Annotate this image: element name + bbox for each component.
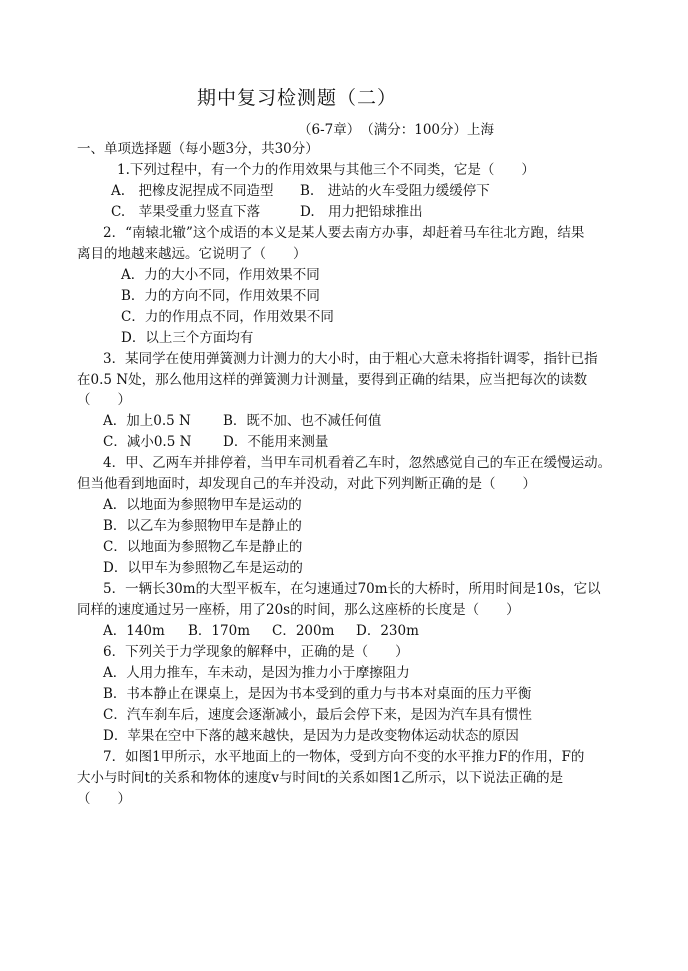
question-6-option-d: D．苹果在空中下落的越来越快，是因为力是改变物体运动状态的原因	[103, 728, 519, 744]
question-1-option-c: C. 苹果受重力竖直下落	[111, 204, 261, 220]
question-7-stem-line-2: 大小与时间t的关系和物体的速度v与时间t的关系如图1乙所示，以下说法正确的是	[77, 770, 564, 786]
question-2-option-c: C．力的作用点不同，作用效果不同	[121, 309, 334, 325]
question-7-stem-line-1: 7．如图1甲所示，水平地面上的一物体，受到方向不变的水平推力F的作用，F的	[103, 749, 585, 765]
question-6-option-a: A．人用力推车，车未动，是因为推力小于摩擦阻力	[103, 665, 410, 681]
question-5-option-a: A．140m	[103, 623, 165, 639]
question-5-option-c: C．200m	[272, 623, 335, 639]
page-title: 期中复习检测题（二）	[197, 87, 398, 109]
question-1-option-b: B. 进站的火车受阻力缓缓停下	[300, 183, 490, 199]
question-5-option-b: B．170m	[188, 623, 250, 639]
question-6-option-b: B．书本静止在课桌上，是因为书本受到的重力与书本对桌面的压力平衡	[103, 686, 532, 702]
question-3-stem-line-2: 在0.5 N处，那么他用这样的弹簧测力计测量，要得到正确的结果，应当把每次的读数	[77, 372, 588, 388]
question-4-option-c: C．以地面为参照物乙车是静止的	[103, 539, 303, 555]
question-4-option-a: A．以地面为参照物甲车是运动的	[103, 497, 302, 513]
page-subtitle: （6-7章） （满分：100分）上海	[298, 122, 495, 138]
question-3-option-d: D．不能用来测量	[223, 434, 329, 450]
question-2-stem-line-2: 离目的地越来越远。它说明了（ ）	[77, 246, 307, 262]
question-1-stem: 1.下列过程中，有一个力的作用效果与其他三个不同类，它是（ ）	[117, 162, 535, 178]
question-2-option-a: A．力的大小不同，作用效果不同	[121, 267, 320, 283]
question-7-stem-line-3: （ ）	[77, 791, 131, 807]
question-3-option-a: A．加上0.5 N	[103, 413, 191, 429]
question-2-option-b: B．力的方向不同，作用效果不同	[121, 288, 320, 304]
question-5-stem-line-2: 同样的速度通过另一座桥，用了20s的时间，那么这座桥的长度是（ ）	[77, 602, 520, 618]
section-heading: 一、单项选择题（每小题3分，共30分）	[77, 141, 319, 157]
question-2-stem-line-1: 2．“南辕北辙”这个成语的本义是某人要去南方办事，却赶着马车往北方跑，结果	[103, 225, 585, 241]
question-2-option-d: D．以上三个方面均有	[121, 330, 254, 346]
question-5-option-d: D．230m	[356, 623, 419, 639]
question-1-option-d: D. 用力把铅球推出	[300, 204, 423, 220]
question-6-stem: 6．下列关于力学现象的解释中，正确的是（ ）	[103, 644, 409, 660]
question-6-option-c: C．汽车刹车后，速度会逐渐减小，最后会停下来，是因为汽车具有惯性	[103, 707, 532, 723]
question-4-option-d: D．以甲车为参照物乙车是运动的	[103, 560, 303, 576]
question-3-option-c: C．减小0.5 N	[103, 434, 192, 450]
question-3-option-b: B．既不加、也不减任何值	[223, 413, 382, 429]
question-3-stem-line-1: 3．某同学在使用弹簧测力计测力的大小时，由于粗心大意未将指针调零，指针已指	[103, 351, 598, 367]
question-3-stem-line-3: （ ）	[77, 392, 131, 408]
question-1-option-a: A. 把橡皮泥捏成不同造型	[111, 183, 274, 199]
question-4-stem-line-2: 但当他看到地面时，却发现自己的车并没动，对此下列判断正确的是（ ）	[77, 476, 536, 492]
question-4-option-b: B．以乙车为参照物甲车是静止的	[103, 518, 302, 534]
question-4-stem-line-1: 4．甲、乙两车并排停着，当甲车司机看着乙车时，忽然感觉自己的车正在缓慢运动。	[103, 455, 612, 471]
question-5-stem-line-1: 5．一辆长30m的大型平板车，在匀速通过70m长的大桥时，所用时间是10s，它以	[103, 581, 601, 597]
